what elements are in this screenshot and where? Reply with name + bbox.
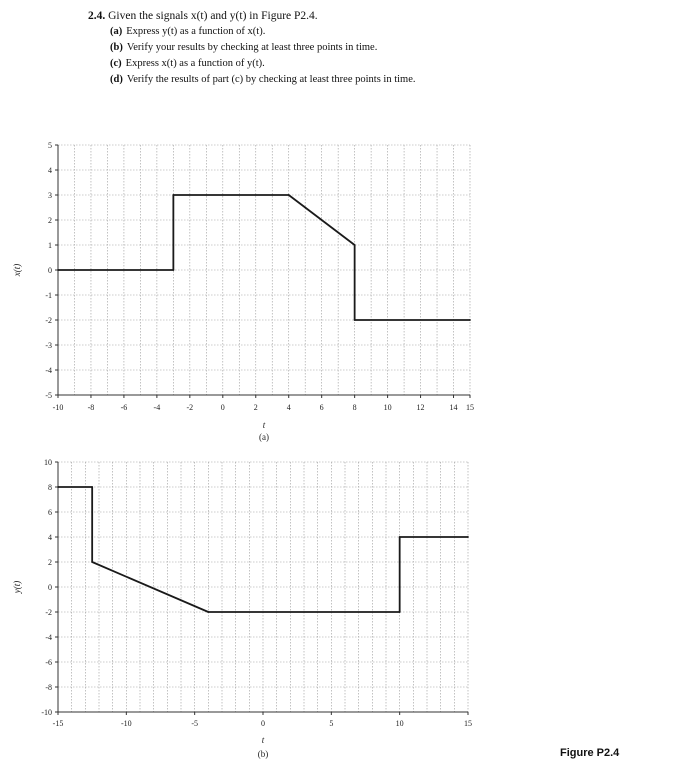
x-tick-label: -8 xyxy=(87,403,95,412)
y-tick-label: 3 xyxy=(48,191,52,200)
y-tick-label: -3 xyxy=(45,341,52,350)
x-tick-label: 15 xyxy=(464,719,472,728)
signal-point xyxy=(288,194,290,196)
signal-line xyxy=(58,195,470,320)
y-tick-label: 10 xyxy=(44,458,52,467)
chart-panel-b xyxy=(12,458,472,759)
x-axis-label: t xyxy=(261,735,265,745)
x-tick-label: 6 xyxy=(319,403,324,412)
x-tick-label: 0 xyxy=(261,719,265,728)
x-tick-label: 14 xyxy=(449,403,458,412)
x-tick-label: -10 xyxy=(120,719,132,728)
signal-point xyxy=(172,194,174,196)
y-tick-label: -4 xyxy=(45,633,52,642)
x-axis-label: t xyxy=(262,420,266,430)
part-a-label: (a) xyxy=(110,26,123,37)
x-tick-label: 10 xyxy=(395,719,404,728)
y-axis-label: y(t) xyxy=(12,580,22,594)
y-tick-label: -8 xyxy=(45,683,52,692)
signal-point xyxy=(354,319,356,321)
part-b-text: Verify your results by checking at least three points in time. xyxy=(126,42,378,53)
signal-point xyxy=(354,244,356,246)
signal-point xyxy=(91,486,93,488)
signal-point xyxy=(172,269,174,271)
x-tick-label: 15 xyxy=(466,403,474,412)
part-a-text: Express y(t) as a function of x(t). xyxy=(126,26,266,37)
problem-intro: Given the signals x(t) and y(t) in Figure P2.4. xyxy=(108,10,318,22)
x-tick-label: 10 xyxy=(383,403,392,412)
x-tick-label: 0 xyxy=(220,403,225,412)
x-tick-label: -15 xyxy=(52,719,64,728)
x-tick-label: 5 xyxy=(329,719,334,728)
problem-number: 2.4. xyxy=(88,10,106,22)
x-tick-label: 2 xyxy=(253,403,258,412)
part-d-label: (d) xyxy=(110,74,123,85)
y-tick-label: -6 xyxy=(45,658,52,667)
part-b-label: (b) xyxy=(110,42,123,53)
signal-point xyxy=(207,611,209,613)
y-tick-label: 4 xyxy=(48,533,52,542)
y-tick-label: 5 xyxy=(48,141,52,150)
y-tick-label: 1 xyxy=(48,241,52,250)
signal-point xyxy=(57,486,59,488)
signal-point xyxy=(57,269,59,271)
y-tick-label: -10 xyxy=(41,708,52,717)
figure-caption: Figure P2.4 xyxy=(560,747,620,759)
y-tick-label: -1 xyxy=(45,291,52,300)
x-tick-label: -6 xyxy=(120,403,128,412)
chart-panel-a xyxy=(12,141,474,442)
signal-point xyxy=(399,536,401,538)
x-tick-label: -5 xyxy=(191,719,199,728)
signal-point xyxy=(467,536,469,538)
y-tick-label: -4 xyxy=(45,366,52,375)
y-tick-label: -2 xyxy=(45,316,52,325)
y-tick-label: 0 xyxy=(48,583,52,592)
part-c-text: Express x(t) as a function of y(t). xyxy=(125,58,265,69)
y-axis-label: x(t) xyxy=(12,263,22,277)
y-tick-label: 0 xyxy=(48,266,52,275)
y-tick-label: -5 xyxy=(45,391,52,400)
y-tick-label: 6 xyxy=(48,508,52,517)
signal-point xyxy=(399,611,401,613)
x-tick-label: -2 xyxy=(186,403,194,412)
part-d-text: Verify the results of part (c) by checking at least three points in time. xyxy=(126,74,416,85)
panel-label: (a) xyxy=(259,432,269,442)
y-tick-label: 4 xyxy=(48,166,52,175)
y-tick-label: 2 xyxy=(48,558,52,567)
signal-point xyxy=(91,561,93,563)
signal-point xyxy=(469,319,471,321)
y-tick-label: 8 xyxy=(48,483,52,492)
x-tick-label: -10 xyxy=(52,403,64,412)
x-tick-label: 12 xyxy=(416,403,425,412)
x-tick-label: 4 xyxy=(286,403,291,412)
y-tick-label: 2 xyxy=(48,216,52,225)
panel-label: (b) xyxy=(257,749,269,759)
y-tick-label: -2 xyxy=(45,608,52,617)
part-c-label: (c) xyxy=(110,58,122,69)
x-tick-label: 8 xyxy=(352,403,357,412)
x-tick-label: -4 xyxy=(153,403,161,412)
